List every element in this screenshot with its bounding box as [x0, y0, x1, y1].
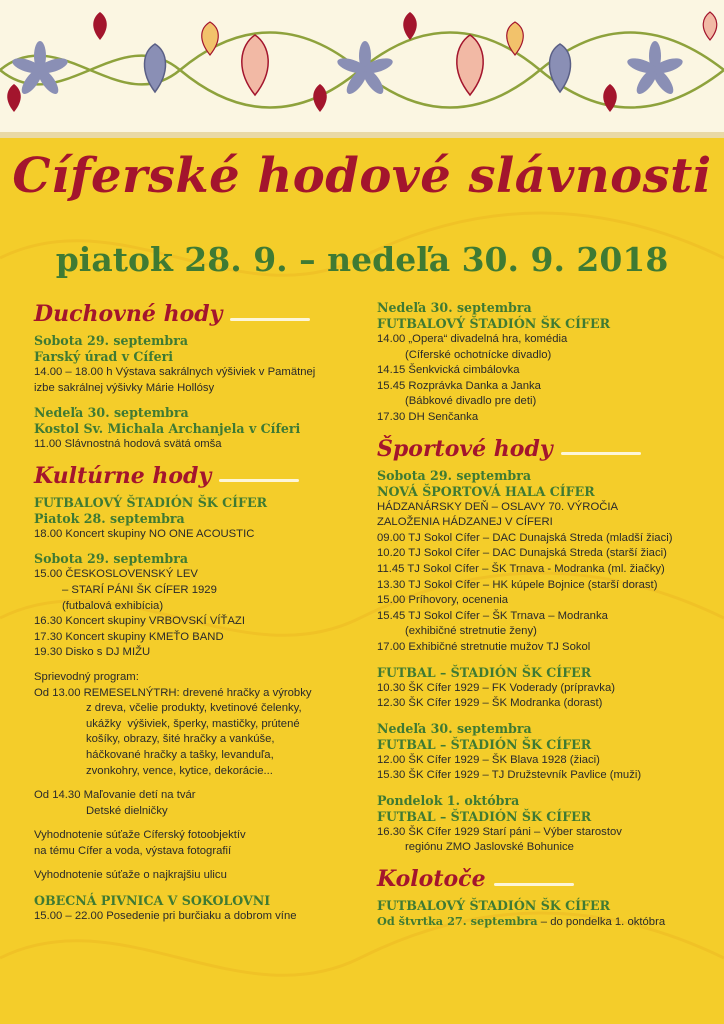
kulturne-sun-date: Nedeľa 30. septembra: [377, 300, 532, 315]
futbal-mon-venue: FUTBAL – ŠTADIÓN ŠK CÍFER: [377, 808, 592, 824]
kulturne-sat-line: 19.30 Disko s DJ MIŽU: [34, 646, 151, 659]
kulturne-sat-line: – STARÍ PÁNI ŠK CÍFER 1929: [62, 583, 217, 596]
kulturne-sun-venue: FUTBALOVÝ ŠTADIÓN ŠK CÍFER: [377, 316, 611, 331]
futbal-mon-line: 16.30 ŠK Cífer 1929 Starí páni – Výber starostov: [377, 825, 622, 838]
folk-ornament-graphic: [0, 0, 724, 132]
pivnica-venue: OBECNÁ PIVNICA V SOKOLOVNI: [34, 893, 271, 909]
kulturne-sun-line: 15.45 Rozprávka Danka a Janka: [377, 379, 541, 392]
dielnicky-line: Detské dielničky: [86, 804, 168, 817]
futbal-sun-line: 15.30 ŠK Cífer 1929 – TJ Družstevník Pavlice (muži): [377, 769, 642, 782]
hadzana-line: ZALOŽENIA HÁDZANEJ V CÍFERI: [377, 516, 553, 529]
remeselny-trh-line: zvonkohry, vence, kytice, dekorácie...: [86, 764, 273, 777]
kulturne-sun-line: 14.15 Šenkvická cimbálovka: [377, 364, 520, 377]
duchovne-sun-date: Nedeľa 30. septembra: [34, 405, 189, 421]
duchovne-sun-venue: Kostol Sv. Michala Archanjela v Cíferi: [34, 421, 301, 437]
remeselny-trh-line: ukážky výšiviek, šperky, mastičky, prútené: [86, 717, 300, 730]
title-underline: [494, 883, 574, 886]
kulturne-sat-line: 17.30 Koncert skupiny KMEŤO BAND: [34, 630, 224, 643]
kolotoce-dates: [377, 914, 707, 931]
fotosutaz-line: Vyhodnotenie súťaže Cíferský fotoobjektív: [34, 829, 246, 842]
section-title-kolotoce: Kolotoče: [377, 866, 486, 893]
fotosutaz-line: na tému Cífer a voda, výstava fotografií: [34, 844, 232, 857]
kulturne-sun-line: (Cíferské ochotnícke divadlo): [405, 348, 552, 361]
kulturne-sat-line: 16.30 Koncert skupiny VRBOVSKÍ VÍŤAZI: [34, 615, 245, 628]
hadzana-line: HÁDZANÁRSKY DEŇ – OSLAVY 70. VÝROČIA: [377, 500, 619, 513]
section-kulturne-hody: [34, 462, 359, 490]
duchovne-sat-line: izbe sakrálnej výšivky Márie Hollósy: [34, 381, 215, 394]
kulturne-sat-line: 15.00 ČESKOSLOVENSKÝ LEV: [34, 568, 198, 581]
pivnica-line: 15.00 – 22.00 Posedenie pri burčiaku a dobrom víne: [34, 910, 297, 923]
kulturne-sun-line: 14.00 „Opera“ divadelná hra, komédia: [377, 333, 568, 345]
futbal-mon-date: Pondelok 1. októbra: [377, 792, 520, 808]
remeselny-trh-line: košíky, obrazy, šité hračky a vankúše,: [86, 733, 275, 746]
kulturne-venue: FUTBALOVÝ ŠTADIÓN ŠK CÍFER: [34, 494, 268, 510]
title-underline: [561, 452, 641, 455]
flower-icon: [11, 41, 685, 97]
kulturne-sat-date: Sobota 29. septembra: [34, 551, 189, 567]
section-kolotoce: [377, 865, 707, 893]
left-column: [34, 300, 359, 925]
kulturne-sat-line: (futbalová exhibícia): [62, 599, 164, 612]
kolotoce-from: Od štvrtka 27. septembra: [377, 914, 538, 929]
kulturne-sun-line: (Bábkové divadlo pre deti): [405, 395, 537, 408]
hadzana-line: 09.00 TJ Sokol Cífer – DAC Dunajská Streda (mladší žiaci): [377, 531, 673, 544]
futbal-sat-line: 12.30 ŠK Cífer 1929 – ŠK Modranka (dorast): [377, 697, 603, 710]
duchovne-sun-line: 11.00 Slávnostná hodová svätá omša: [34, 438, 222, 451]
ulica-line: Vyhodnotenie súťaže o najkrajšiu ulicu: [34, 869, 227, 882]
kulturne-fri-line: 18.00 Koncert skupiny NO ONE ACOUSTIC: [34, 527, 255, 540]
sportove-sat-venue: NOVÁ ŠPORTOVÁ HALA CÍFER: [377, 483, 595, 499]
page-title: Cíferské hodové slávnosti: [12, 148, 712, 204]
hadzana-line: 11.45 TJ Sokol Cífer – ŠK Trnava - Modranka (ml. žiačky): [377, 562, 665, 575]
hadzana-line: 10.20 TJ Sokol Cífer – DAC Dunajská Streda (starší žiaci): [377, 547, 667, 560]
remeselny-trh-line: Od 13.00 REMESELNÝTRH: drevené hračky a výrobky: [34, 686, 312, 699]
futbal-sat-line: 10.30 ŠK Cífer 1929 – FK Voderady (prípravka): [377, 681, 615, 694]
futbal-sun-venue: FUTBAL – ŠTADIÓN ŠK CÍFER: [377, 736, 592, 752]
remeselny-trh-line: z dreva, včelie produkty, kvetinové čelenky,: [86, 702, 302, 715]
remeselny-trh-line: háčkované hračky a tašky, levanduľa,: [86, 748, 274, 761]
hadzana-line: 13.30 TJ Sokol Cífer – HK kúpele Bojnice (starší dorast): [377, 578, 658, 591]
malovanie-line: Od 14.30 Maľovanie detí na tvár: [34, 789, 196, 802]
kulturne-sun-line: 17.30 DH Senčanka: [377, 410, 479, 423]
futbal-sat-venue: FUTBAL – ŠTADIÓN ŠK CÍFER: [377, 664, 592, 680]
title-underline: [219, 479, 299, 482]
right-column: [377, 300, 707, 931]
section-title-duchovne: Duchovné hody: [34, 301, 223, 327]
futbal-sun-line: 12.00 ŠK Cífer 1929 – ŠK Blava 1928 (žiaci): [377, 753, 600, 766]
duchovne-sat-date: Sobota 29. septembra: [34, 333, 189, 348]
kulturne-fri-date: Piatok 28. septembra: [34, 510, 185, 526]
sprievodny-program-label: Sprievodný program:: [34, 670, 139, 683]
hadzana-line: 17.00 Exhibičné stretnutie mužov TJ Sokol: [377, 640, 591, 653]
sportove-sat-date: Sobota 29. septembra: [377, 467, 532, 483]
title-underline: [230, 318, 310, 321]
hadzana-line: 15.00 Príhovory, ocenenia: [377, 594, 509, 607]
futbal-sun-date: Nedeľa 30. septembra: [377, 720, 532, 736]
futbal-mon-line: regiónu ZMO Jaslovské Bohunice: [405, 841, 574, 854]
kolotoce-to: – do pondelka 1. októbra: [537, 916, 666, 929]
duchovne-sat-line: 14.00 – 18.00 h Výstava sakrálnych výšiviek v Pamätnej: [34, 366, 316, 378]
kolotoce-venue: FUTBALOVÝ ŠTADIÓN ŠK CÍFER: [377, 898, 611, 914]
hadzana-line: (exhibičné stretnutie ženy): [405, 625, 537, 638]
section-duchovne-hody: [34, 300, 359, 328]
event-dates: piatok 28. 9. – nedeľa 30. 9. 2018: [55, 240, 669, 279]
section-sportove-hody: [377, 435, 707, 463]
section-title-kulturne: Kultúrne hody: [34, 462, 212, 489]
duchovne-sat-venue: Farský úrad v Cíferi: [34, 349, 174, 364]
folk-ornament-banner: [0, 0, 724, 138]
hadzana-line: 15.45 TJ Sokol Cífer – ŠK Trnava – Modranka: [377, 609, 608, 622]
section-title-sportove: Športové hody: [377, 435, 553, 462]
